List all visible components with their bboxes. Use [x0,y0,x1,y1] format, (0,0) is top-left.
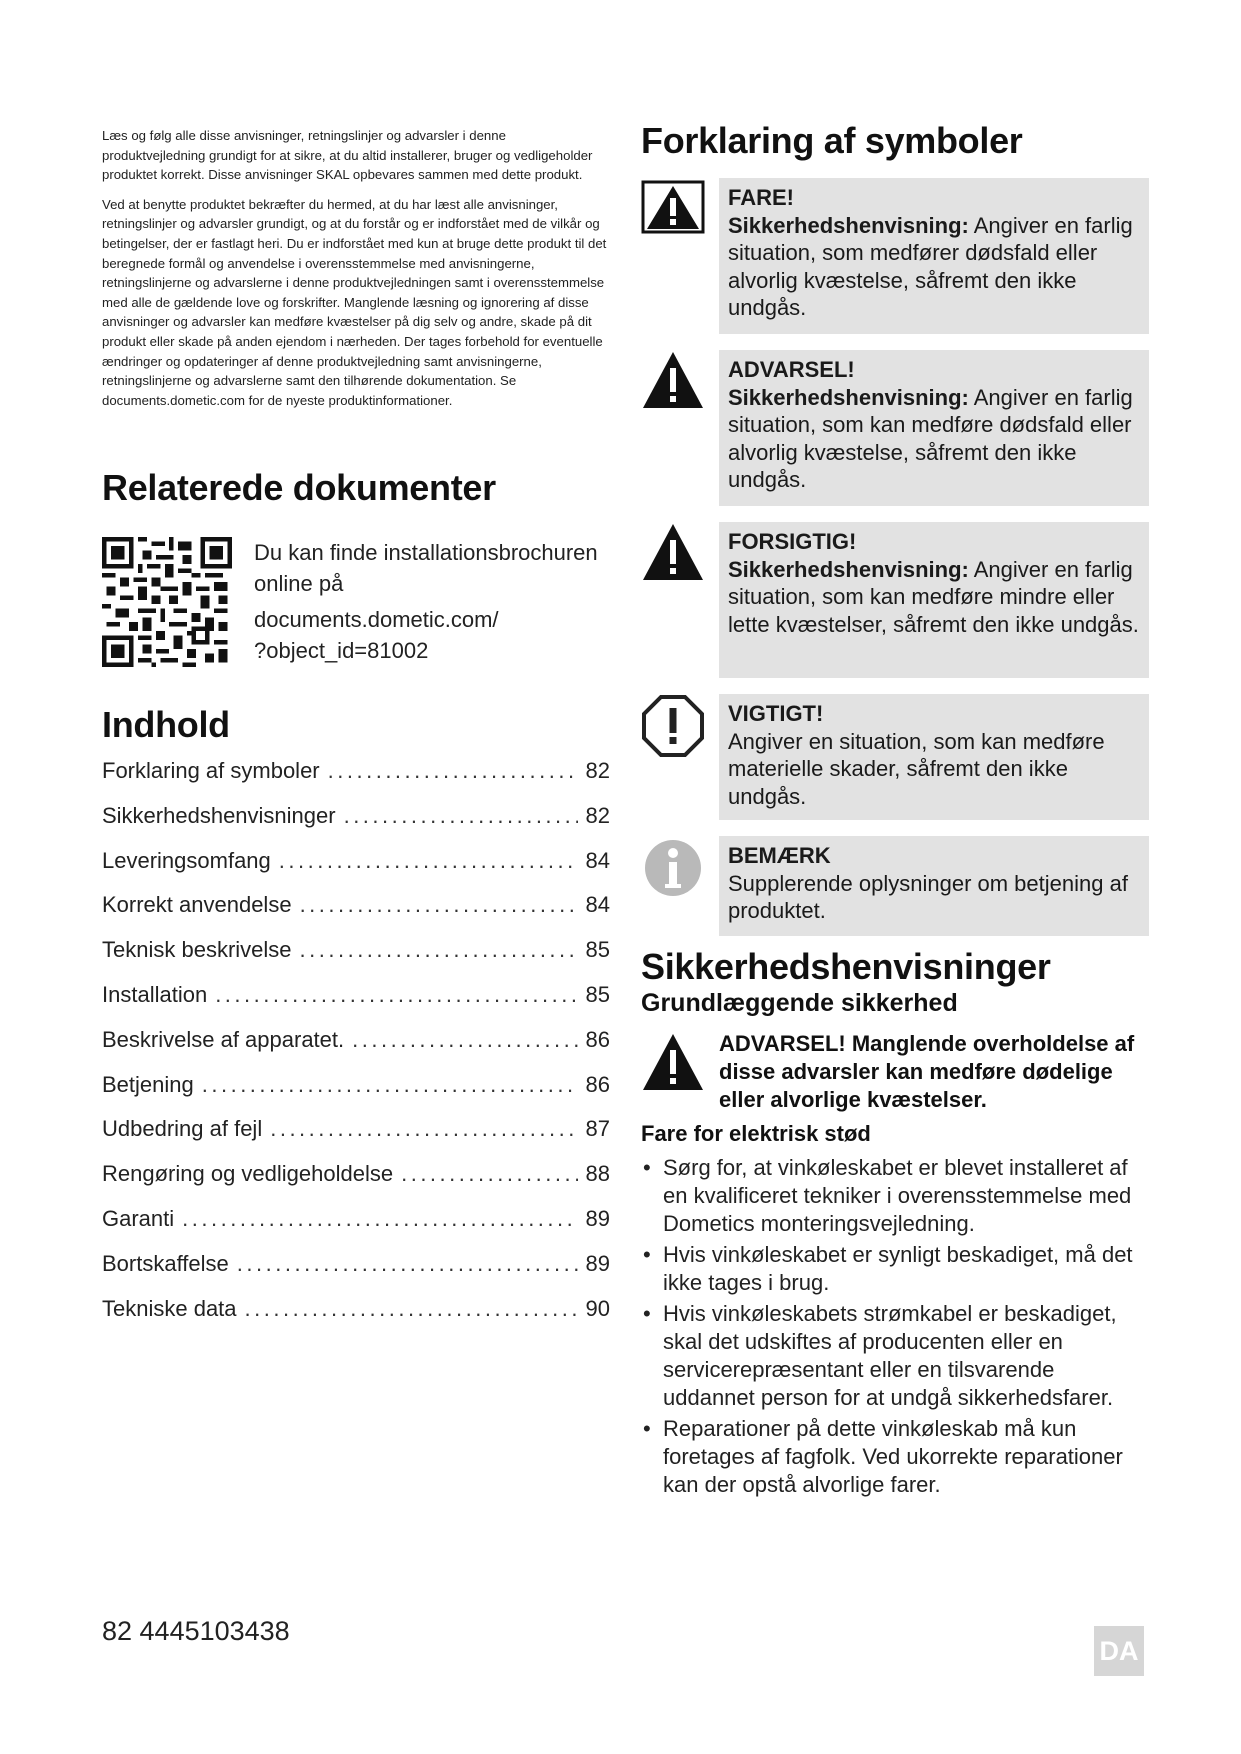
toc-leader-dots [215,982,577,1008]
toc-item-label: Installation [102,981,208,1007]
related-documents-text [254,537,610,667]
basic-safety-warning [641,1030,1149,1112]
toc-item-label: Teknisk beskrivelse [102,937,292,963]
caution-label: Sikkerhedshenvisning: [728,556,969,582]
toc-item-page: 88 [585,1161,610,1187]
toc-item-label: Beskrivelse af apparatet. [102,1026,345,1052]
toc-item[interactable] [102,1296,610,1341]
note-keyword: BEMÆRK [728,843,831,868]
toc-item-page: 82 [585,802,610,828]
notice-description-box [719,694,1149,820]
basic-safety-heading: Grundlæggende sikkerhed [641,989,958,1017]
electric-shock-heading: Fare for elektrisk stød [641,1121,871,1146]
language-badge: DA [1094,1626,1144,1676]
list-item: • Reparationer på dette vinkøleskab må kun foretages af fagfolk. Ved ukorrekte reparationer kan der opstå alvorlige farer. [641,1415,1149,1499]
warning-keyword: ADVARSEL! [728,357,855,382]
notice-keyword: VIGTIGT! [728,701,824,726]
caution-triangle-icon [641,522,705,586]
danger-text: Angiver en farlig situation, som medfører dødsfald eller alvorlig kvæstelse, såfremt den ikke undgås. [728,212,1133,320]
intro-paragraph-2: Ved at benytte produktet bekræfter du hermed, at du har læst alle anvisninger, retningslinjer og advarsler grundigt, og at du forstår og er indforstået med de vilkår og betingelser, der er fastlagt heri. Du er indforstået med kun at bruge dette produkt til det beregnede formål og anvendelse i overensstemmelse med anvisningerne, retningslinjerne og advarslerne i denne produktvejledningen samt i overensstemmelse med alle de gældende love og forskrifter. Manglende læsning og ignorering af disse anvisninger og advarsler kan medføre kvæstelser på dig selv og andre, skade på dit produkt eller skade på anden ejendom i nærheden. Der tages forbehold for eventuelle ændringer og opdateringer af denne produktvejledning samt anvisningerne, retningslinjerne og advarslerne samt den tilhørende dokumentation. Se documents.dometic.com for de nyeste produktinformationer. [102,196,607,408]
warning-triangle-icon [641,350,705,414]
toc-item[interactable] [102,1206,610,1251]
note-text: Supplerende oplysninger om betjening af produktet. [728,870,1128,923]
toc-item-page: 87 [585,1116,610,1142]
warning-label: Sikkerhedshenvisning: [728,384,969,410]
toc-item[interactable] [102,803,610,848]
notice-text: Angiver en situation, som kan medføre materielle skader, såfremt den ikke undgås. [728,728,1105,809]
related-documents-section [102,467,610,667]
toc-item-page: 84 [585,847,610,873]
toc-leader-dots [300,892,578,918]
page-number-code: 82 4445103438 [102,1616,290,1646]
toc-item-page: 82 [585,758,610,783]
danger-warning-box-icon [641,178,705,242]
toc-item-label: Udbedring af fejl [102,1116,263,1142]
toc-item[interactable] [102,1251,610,1296]
list-item: • Hvis vinkøleskabet er synligt beskadiget, må det ikke tages i brug. [641,1241,1149,1297]
toc-list [102,758,610,1340]
related-documents-link-line-2[interactable]: ?object_id=81002 [254,638,429,663]
intro-paragraph-1: Læs og følg alle disse anvisninger, retningslinjer og advarsler i denne produktvejledning grundigt for at sikre, at du altid installerer, bruger og vedligeholder produktet korrekt. Disse anvisninger SKAL opbevares sammen med dette produkt. [102,128,593,183]
table-of-contents [102,704,610,1340]
toc-leader-dots [245,1296,578,1322]
right-column [641,120,1149,1497]
notice-octagon-icon [641,694,705,758]
danger-keyword: FARE! [728,185,794,210]
toc-item-label: Sikkerhedshenvisninger [102,802,336,828]
danger-description-box [719,178,1149,334]
related-documents-link-line-1[interactable]: documents.dometic.com/ [254,607,499,632]
qr-code-icon[interactable] [102,537,232,667]
toc-item-page: 90 [585,1295,610,1321]
toc-item[interactable] [102,1027,610,1072]
left-column [102,126,610,1321]
symbols-heading: Forklaring af symboler [641,120,1023,161]
info-circle-icon [641,836,705,900]
list-item: • Sørg for, at vinkøleskabet er blevet installeret af en kvalificeret tekniker i overensstemmelse med Dometics monteringsvejledning. [641,1154,1149,1238]
related-documents-heading: Relaterede dokumenter [102,467,496,508]
list-item: • Hvis vinkøleskabets strømkabel er beskadiget, skal det udskiftes af producenten eller en servicerepræsentant eller en tilsvarende uddannet person for at undgå sikkerhedsfarer. [641,1300,1149,1412]
safety-heading: Sikkerhedshenvisninger [641,946,1051,987]
caution-description-box [719,522,1149,678]
toc-item-page: 85 [585,937,610,963]
caution-text: Angiver en farlig situation, som kan medføre mindre eller lette kvæstelser, såfremt den ikke undgås. [728,556,1139,637]
toc-leader-dots [270,1116,577,1142]
toc-item[interactable] [102,1161,610,1206]
toc-leader-dots [300,937,578,963]
danger-label: Sikkerhedshenvisning: [728,212,969,238]
toc-item-page: 89 [585,1205,610,1231]
toc-item-page: 86 [585,1026,610,1052]
toc-item-label: Bortskaffelse [102,1250,229,1276]
toc-item-page: 85 [585,981,610,1007]
toc-item-page: 86 [585,1071,610,1097]
toc-leader-dots [328,758,578,784]
warning-description-box [719,350,1149,506]
toc-leader-dots [344,803,578,829]
safety-section [641,946,1149,1502]
toc-leader-dots [279,848,578,874]
toc-item[interactable] [102,758,610,803]
toc-item[interactable] [102,892,610,937]
toc-item-label: Leveringsomfang [102,847,271,873]
electric-shock-list [641,1154,1149,1499]
toc-heading: Indhold [102,704,230,745]
basic-safety-warning-text: ADVARSEL! Manglende overholdelse af disse advarsler kan medføre dødelige eller alvorlige kvæstelser. [719,1031,1135,1112]
toc-item[interactable] [102,848,610,893]
toc-item-label: Forklaring af symboler [102,758,320,783]
intro-text [102,126,610,410]
toc-item[interactable] [102,1072,610,1117]
toc-item-label: Garanti [102,1205,175,1231]
toc-item-label: Korrekt anvendelse [102,892,292,918]
toc-item-label: Tekniske data [102,1295,237,1321]
toc-item[interactable] [102,1116,610,1161]
toc-item-label: Betjening [102,1071,194,1097]
toc-leader-dots [202,1072,578,1098]
caution-keyword: FORSIGTIG! [728,529,857,554]
toc-item-page: 89 [585,1250,610,1276]
toc-leader-dots [182,1206,577,1232]
toc-item[interactable] [102,982,610,1027]
toc-item-page: 84 [585,892,610,918]
toc-item-label: Rengøring og vedligeholdelse [102,1161,394,1187]
warning-triangle-icon [641,1032,705,1096]
note-description-box [719,836,1149,936]
warning-text: Angiver en farlig situation, som kan medføre dødsfald eller alvorlig kvæstelse, såfremt den ikke undgås. [728,384,1133,492]
toc-leader-dots [237,1251,578,1277]
toc-leader-dots [401,1161,577,1187]
toc-leader-dots [352,1027,577,1053]
toc-item[interactable] [102,937,610,982]
related-documents-description: Du kan finde installationsbrochuren online på [254,540,598,596]
